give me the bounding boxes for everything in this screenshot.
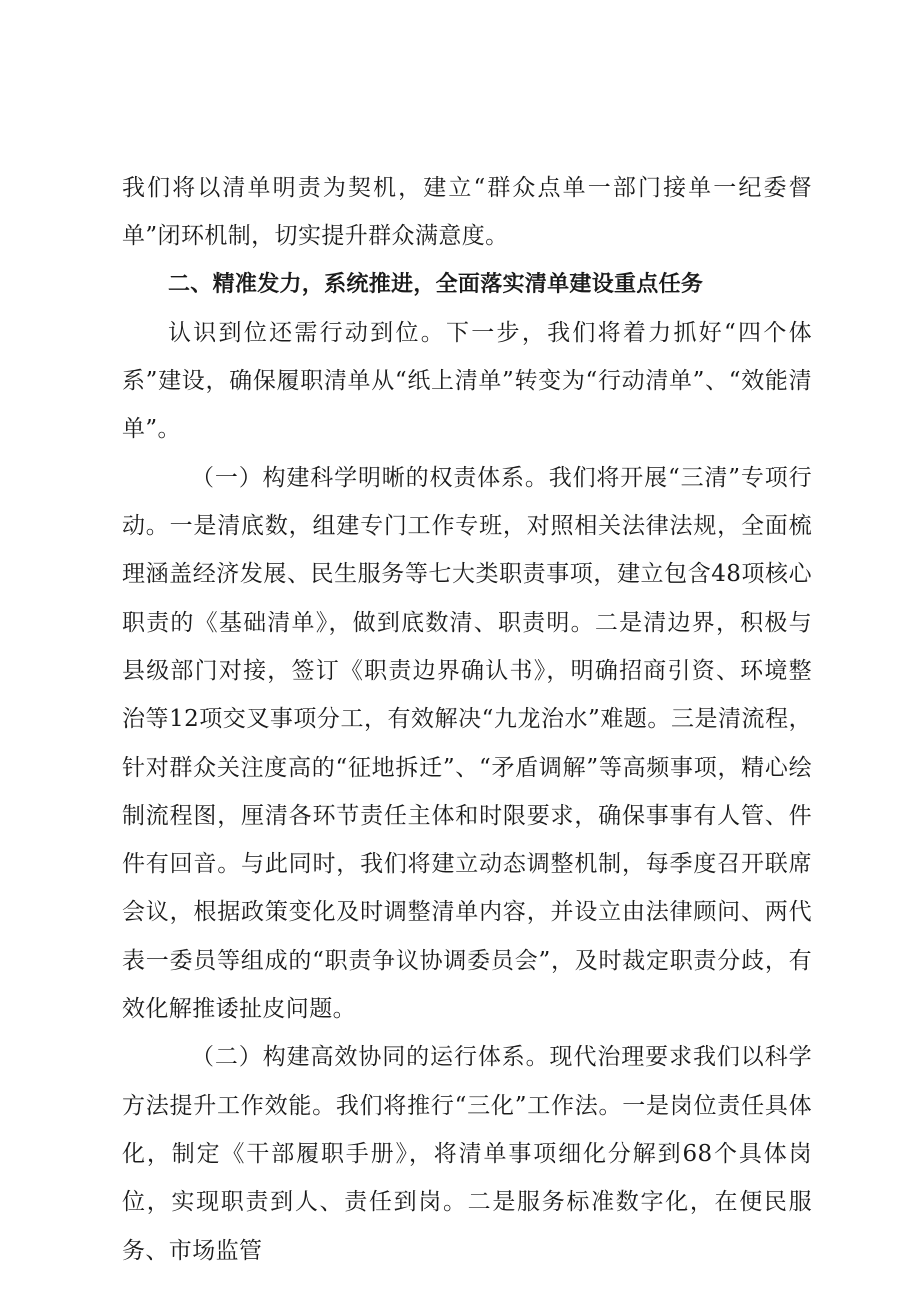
paragraph-item-1: （一）构建科学明晰的权责体系。我们将开展“三清”专项行动。一是清底数，组建专门工作专班，对照相关法律法规，全面梳理涵盖经济发展、民生服务等七大类职责事项，建立包含48项核心职责的《基础清单》，做到底数清、职责明。二是清边界，积极与县级部门对接，签订《职责边界确认书》，明确招商引资、环境整治等12项交叉事项分工，有效解决“九龙治水”难题。三是清流程，针对群众关注度高的“征地拆迁”、“矛盾调解”等高频事项，精心绘制流程图，厘清各环节责任主体和时限要求，确保事事有人管、件件有回音。与此同时，我们将建立动态调整机制，每季度召开联席会议，根据政策变化及时调整清单内容，并设立由法律顾问、两代表一委员等组成的“职责争议协调委员会”，及时裁定职责分歧，有效化解推诿扯皮问题。 <box>122 464 812 1023</box>
paragraph-item-2: （二）构建高效协同的运行体系。现代治理要求我们以科学方法提升工作效能。我们将推行“三化”工作法。一是岗位责任具体化，制定《干部履职手册》，将清单事项细化分解到68个具体岗位，实现职责到人、责任到岗。二是服务标准数字化，在便民服务、市场监管 <box>122 1044 812 1264</box>
section-heading: 二、精准发力，系统推进，全面落实清单建设重点任务 <box>168 271 704 297</box>
paragraph-closing-previous: 我们将以清单明责为契机，建立“群众点单一部门接单一纪委督单”闭环机制，切实提升群众满意度。 <box>122 175 812 250</box>
paragraph-intro: 认识到位还需行动到位。下一步，我们将着力抓好“四个体系”建设，确保履职清单从“纸上清单”转变为“行动清单”、“效能清单”。 <box>122 319 812 443</box>
document-body <box>122 164 812 1275</box>
